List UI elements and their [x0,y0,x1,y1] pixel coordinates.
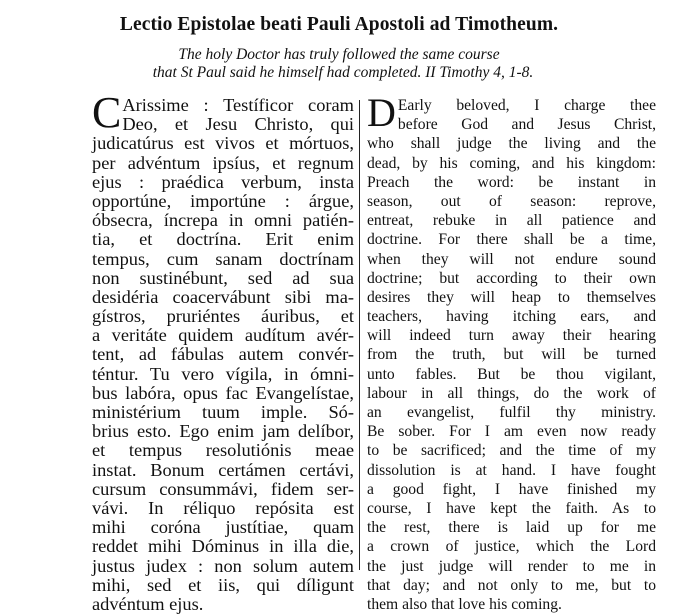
english-line: an evangelist, fulfil thy ministry. [367,404,656,421]
english-line: doctrine; but according to their own [367,269,656,287]
english-line: a good fight, I have finished my [367,480,656,498]
english-line: when they will not endure sound [367,250,656,268]
english-line: to be sacrificed; and the time of my [367,442,656,460]
latin-line: gístros, pruriéntes áuribus, et [92,306,354,327]
latin-line: a veritáte quidem audítum avér- [92,325,354,346]
latin-line: brius esto. Ego enim jam delíbor, [92,421,354,442]
latin-line: reddet mihi Dóminus in illa die, [92,536,354,557]
latin-line: óbsecra, íncrepa in omni patién- [92,210,354,231]
latin-column [92,88,354,614]
latin-line: desidéria coacervábunt sibi ma- [92,286,354,307]
latin-line: téntur. Tu vero vígila, in ómni- [92,363,354,384]
latin-line: instat. Bonum certámen certávi, [92,459,354,480]
english-line: the rest, there is laid up for me [367,519,656,537]
lesson-subtitle [0,46,678,82]
english-line: Be sober. For I am even now ready [367,423,656,441]
english-dropcap: D [367,90,396,135]
english-line: from the truth, but will be turned [367,346,656,364]
latin-line: Arissime : Testíficor coram [122,95,354,115]
latin-line: opportúne, importúne : árgue, [92,190,354,211]
latin-line: judicatúrus est vivos et mórtuos, [92,133,354,154]
latin-line: mihi, sed et iis, qui díligunt [92,574,354,595]
latin-line: per advéntum ipsíus, et regnum [92,152,354,173]
latin-line: advéntum ejus. [92,593,204,614]
english-line: will indeed turn away their hearing [367,327,656,345]
latin-line: mihi coróna justítiae, quam [92,517,354,538]
english-line: unto fables. But be thou vigilant, [367,365,656,383]
english-line: desires they will heap to themselves [367,288,656,306]
english-line: dead, by his coming, and his kingdom: [367,154,656,172]
latin-line: non sustinébunt, sed ad sua [92,267,354,288]
latin-line: ejus : praédica verbum, insta [92,171,354,192]
english-line: labour in all things, do the work of [367,384,656,402]
english-line: before God and Jesus Christ, [397,116,656,134]
english-line: season, out of season: reprove, [367,192,656,210]
english-line: teachers, having itching ears, and [367,308,656,326]
english-line: the just judge will render to me in [367,557,656,575]
latin-line: ministérium tuum imple. Só- [92,402,354,422]
column-divider [359,100,360,570]
english-line: entreat, rebuke in all patience and [367,212,656,230]
english-line: who shall judge the living and the [367,135,656,153]
latin-line: Deo, et Jesu Christo, qui [122,114,354,135]
latin-line: vávi. In réliquo repósita est [92,497,354,518]
english-line: Early beloved, I charge thee [397,97,656,114]
english-line: a crown of justice, which the Lord [367,538,656,556]
latin-line: cursum consummávi, fidem ser- [92,478,354,499]
latin-line: bus labóra, opus fac Evangelístae, [92,382,354,403]
english-line: them also that love his coming. [367,595,562,613]
latin-line: tia, et doctrína. Erit enim [92,229,354,250]
english-line: doctrine. For there shall be a time, [367,231,656,249]
latin-line: et tempus resolutiónis meae [92,440,354,461]
english-line: that day; and not only to me, but to [367,576,656,594]
english-line: Preach the word: be instant in [367,173,656,191]
latin-line: justus judex : non solum autem [92,555,354,576]
lesson-heading: Lectio Epistolae beati Pauli Apostoli ad Timotheum. [119,14,559,35]
latin-line: tempus, cum sanam doctrínam [92,248,354,269]
latin-line: tent, ad fábulas autem convér- [92,344,354,365]
subtitle-line-2: that St Paul said he himself had completed. II Timothy 4, 1-8. [152,64,534,81]
english-line: course, I have kept the faith. As to [367,499,656,517]
english-column [367,90,656,614]
english-line: dissolution is at hand. I have fought [367,461,656,479]
latin-dropcap: C [92,88,122,137]
subtitle-line-1: The holy Doctor has truly followed the same course [178,46,500,63]
